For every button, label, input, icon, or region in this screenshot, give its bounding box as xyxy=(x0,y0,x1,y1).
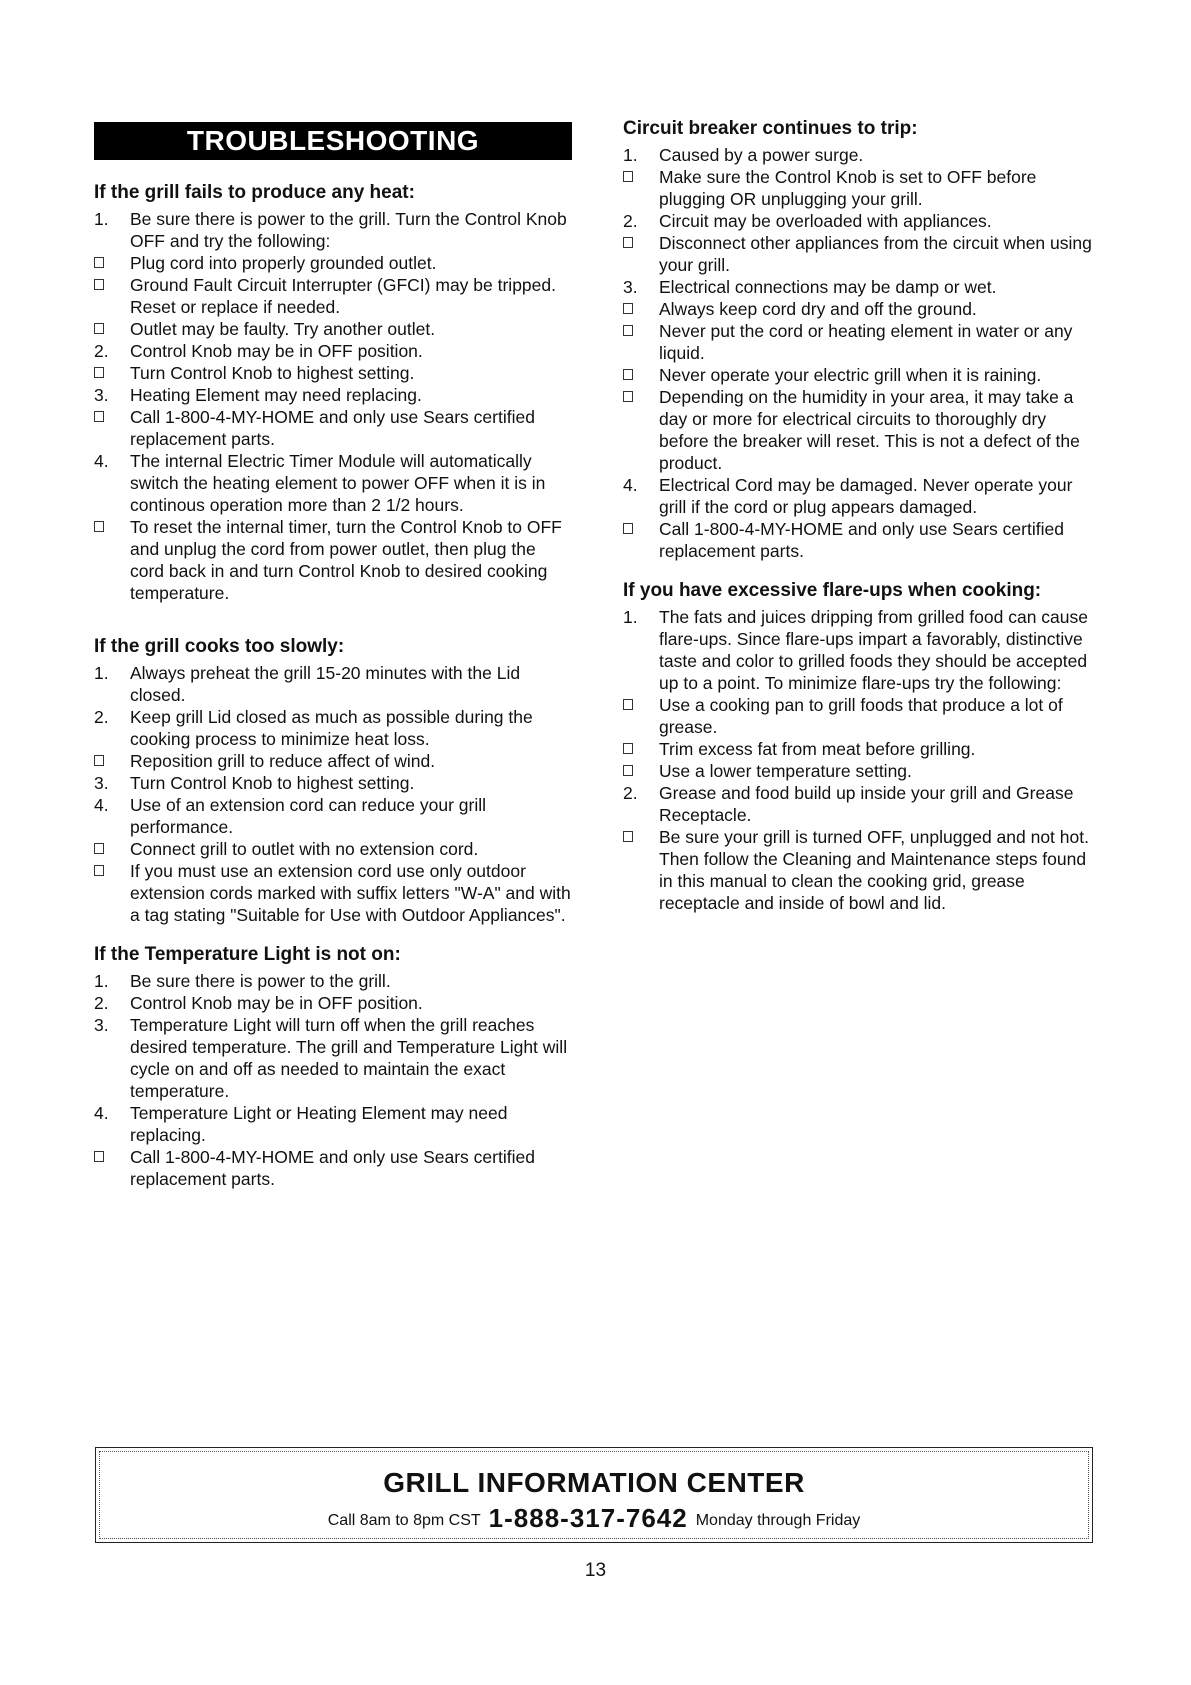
checkbox-bullet-icon xyxy=(623,237,633,248)
list-number: 2. xyxy=(94,707,109,727)
list-item xyxy=(94,992,572,1014)
troubleshooting-banner: TROUBLESHOOTING xyxy=(94,122,572,160)
list-item-text: Turn Control Knob to highest setting. xyxy=(130,773,415,793)
checkbox-bullet-icon xyxy=(94,865,104,876)
list-item xyxy=(623,386,1093,474)
section-title: Circuit breaker continues to trip: xyxy=(623,118,918,139)
list-item-text: Ground Fault Circuit Interrupter (GFCI) may be tripped. Reset or replace if needed. xyxy=(130,275,556,317)
checkbox-bullet-icon xyxy=(623,391,633,402)
list-item xyxy=(94,450,572,516)
list-number: 2. xyxy=(94,341,109,361)
checkbox-bullet-icon xyxy=(94,279,104,290)
checkbox-bullet-icon xyxy=(623,303,633,314)
list-item xyxy=(94,794,572,838)
list-item xyxy=(623,694,1093,738)
checkbox-bullet-icon xyxy=(623,171,633,182)
list-number: 2. xyxy=(623,783,638,803)
list-item-text: Call 1-800-4-MY-HOME and only use Sears certified replacement parts. xyxy=(130,407,535,449)
list-item-text: Always keep cord dry and off the ground. xyxy=(659,299,977,319)
list-item xyxy=(623,298,1093,320)
list-item xyxy=(623,276,1093,298)
list-item xyxy=(94,772,572,794)
list-item xyxy=(94,384,572,406)
list-item xyxy=(94,1014,572,1102)
page-number: 13 xyxy=(584,1560,607,1581)
list-item-text: Use a lower temperature setting. xyxy=(659,761,912,781)
list-item xyxy=(623,606,1093,694)
checkbox-bullet-icon xyxy=(623,325,633,336)
list-item xyxy=(623,232,1093,276)
list-item-text: Caused by a power surge. xyxy=(659,145,864,165)
list-item-text: Temperature Light will turn off when the grill reaches desired temperature. The grill and Temperature Light will cycle on and off as needed to maintain the exact temperature. xyxy=(130,1015,568,1101)
list-item-text: Use of an extension cord can reduce your grill performance. xyxy=(130,795,487,837)
list-item xyxy=(94,274,572,318)
section-title: If you have excessive flare-ups when cooking: xyxy=(623,580,1042,601)
list-item xyxy=(623,166,1093,210)
list-number: 4. xyxy=(94,451,109,471)
list-item-text: Call 1-800-4-MY-HOME and only use Sears certified replacement parts. xyxy=(659,519,1064,561)
list-item xyxy=(623,782,1093,826)
list-item xyxy=(94,838,572,860)
list-item-text: The internal Electric Timer Module will automatically switch the heating element to power OFF when it is in continous operation more than 2 1/2 hours. xyxy=(130,451,546,515)
list-item xyxy=(623,826,1093,914)
list-item-text: Disconnect other appliances from the circuit when using your grill. xyxy=(659,233,1092,275)
list-item-text: If you must use an extension cord use only outdoor extension cords marked with suffix letters "W-A" and with a tag stating "Suitable for Use with Outdoor Appliances". xyxy=(130,861,571,925)
checkbox-bullet-icon xyxy=(94,755,104,766)
list-item xyxy=(94,340,572,362)
info-center-days: Monday through Friday xyxy=(695,1512,861,1529)
list-item-text: Turn Control Knob to highest setting. xyxy=(130,363,415,383)
list-item-text: Always preheat the grill 15-20 minutes with the Lid closed. xyxy=(130,663,521,705)
list-item-text: Depending on the humidity in your area, it may take a day or more for electrical circuits to thoroughly dry before the breaker will reset. This is not a defect of the product. xyxy=(659,387,1080,473)
checkbox-bullet-icon xyxy=(623,831,633,842)
troubleshooting-section xyxy=(94,944,572,1190)
list-number: 2. xyxy=(94,993,109,1013)
list-number: 3. xyxy=(94,1015,109,1035)
checkbox-bullet-icon xyxy=(623,699,633,710)
list-item-text: Control Knob may be in OFF position. xyxy=(130,341,423,361)
list-item-text: Temperature Light or Heating Element may need replacing. xyxy=(130,1103,508,1145)
list-item-text: Electrical connections may be damp or wet. xyxy=(659,277,997,297)
list-item-text: Trim excess fat from meat before grilling. xyxy=(659,739,976,759)
checkbox-bullet-icon xyxy=(623,369,633,380)
list-item-text: Reposition grill to reduce affect of wind. xyxy=(130,751,436,771)
info-center-title: GRILL INFORMATION CENTER xyxy=(383,1467,805,1498)
list-item xyxy=(94,970,572,992)
list-number: 4. xyxy=(623,475,638,495)
list-number: 3. xyxy=(94,385,109,405)
troubleshooting-section xyxy=(94,636,572,926)
list-item-text: The fats and juices dripping from grilled food can cause flare-ups. Since flare-ups impart a favorably, distinctive taste and color to grilled foods they should be accepted up to a point. To minimize flare-ups try the following: xyxy=(659,607,1088,693)
list-item-text: Be sure your grill is turned OFF, unplugged and not hot. Then follow the Cleaning and Maintenance steps found in this manual to clean the cooking grid, grease receptacle and inside of bowl and lid. xyxy=(659,827,1089,913)
list-item xyxy=(94,662,572,706)
info-center-phone: 1-888-317-7642 xyxy=(488,1503,688,1533)
list-item xyxy=(94,860,572,926)
list-item-text: Grease and food build up inside your grill and Grease Receptacle. xyxy=(659,783,1074,825)
list-item-text: Call 1-800-4-MY-HOME and only use Sears certified replacement parts. xyxy=(130,1147,535,1189)
left-sections xyxy=(94,182,572,1190)
section-title: If the Temperature Light is not on: xyxy=(94,944,401,965)
list-item xyxy=(94,706,572,750)
list-item-text: Make sure the Control Knob is set to OFF before plugging OR unplugging your grill. xyxy=(659,167,1037,209)
list-item xyxy=(623,320,1093,364)
troubleshooting-section xyxy=(94,182,572,604)
troubleshooting-section xyxy=(623,118,1093,562)
list-item xyxy=(623,738,1093,760)
section-title: If the grill cooks too slowly: xyxy=(94,636,345,657)
list-number: 2. xyxy=(623,211,638,231)
list-item-text: Keep grill Lid closed as much as possible during the cooking process to minimize heat loss. xyxy=(130,707,533,749)
list-item-text: To reset the internal timer, turn the Control Knob to OFF and unplug the cord from power outlet, then plug the cord back in and turn Control Knob to desired cooking temperature. xyxy=(130,517,562,603)
grill-information-center xyxy=(95,1447,1093,1543)
list-item xyxy=(623,474,1093,518)
list-item xyxy=(623,144,1093,166)
info-center-hours: Call 8am to 8pm CST xyxy=(327,1512,481,1529)
info-center-inner xyxy=(99,1451,1089,1539)
list-number: 3. xyxy=(94,773,109,793)
checkbox-bullet-icon xyxy=(94,843,104,854)
list-item xyxy=(623,210,1093,232)
list-item xyxy=(94,362,572,384)
list-number: 3. xyxy=(623,277,638,297)
list-number: 1. xyxy=(623,145,638,165)
list-item xyxy=(623,364,1093,386)
list-item-text: Be sure there is power to the grill. Turn the Control Knob OFF and try the following: xyxy=(130,209,567,251)
checkbox-bullet-icon xyxy=(623,523,633,534)
checkbox-bullet-icon xyxy=(94,521,104,532)
list-number: 4. xyxy=(94,1103,109,1123)
list-item-text: Control Knob may be in OFF position. xyxy=(130,993,423,1013)
section-title: If the grill fails to produce any heat: xyxy=(94,182,415,203)
checkbox-bullet-icon xyxy=(94,257,104,268)
right-sections xyxy=(623,118,1093,914)
list-item-text: Never put the cord or heating element in water or any liquid. xyxy=(659,321,1073,363)
list-item xyxy=(94,750,572,772)
checkbox-bullet-icon xyxy=(94,323,104,334)
list-number: 4. xyxy=(94,795,109,815)
left-column xyxy=(94,122,572,1190)
list-number: 1. xyxy=(623,607,638,627)
list-number: 1. xyxy=(94,971,109,991)
list-item xyxy=(94,252,572,274)
list-item xyxy=(94,208,572,252)
list-item xyxy=(94,1146,572,1190)
list-item-text: Connect grill to outlet with no extension cord. xyxy=(130,839,479,859)
list-number: 1. xyxy=(94,209,109,229)
right-column xyxy=(623,118,1093,914)
list-item-text: Circuit may be overloaded with appliances. xyxy=(659,211,992,231)
list-item-text: Plug cord into properly grounded outlet. xyxy=(130,253,437,273)
list-item xyxy=(94,516,572,604)
list-item-text: Use a cooking pan to grill foods that produce a lot of grease. xyxy=(659,695,1063,737)
list-item xyxy=(94,318,572,340)
checkbox-bullet-icon xyxy=(623,765,633,776)
list-item-text: Never operate your electric grill when it is raining. xyxy=(659,365,1042,385)
checkbox-bullet-icon xyxy=(623,743,633,754)
checkbox-bullet-icon xyxy=(94,367,104,378)
list-item-text: Heating Element may need replacing. xyxy=(130,385,422,405)
troubleshooting-section xyxy=(623,580,1093,914)
list-item xyxy=(94,1102,572,1146)
checkbox-bullet-icon xyxy=(94,1151,104,1162)
list-item xyxy=(623,518,1093,562)
list-number: 1. xyxy=(94,663,109,683)
list-item-text: Electrical Cord may be damaged. Never operate your grill if the cord or plug appears damaged. xyxy=(659,475,1073,517)
list-item-text: Be sure there is power to the grill. xyxy=(130,971,391,991)
list-item-text: Outlet may be faulty. Try another outlet. xyxy=(130,319,436,339)
checkbox-bullet-icon xyxy=(94,411,104,422)
list-item xyxy=(94,406,572,450)
info-center-hours-line xyxy=(100,1499,1088,1538)
list-item xyxy=(623,760,1093,782)
